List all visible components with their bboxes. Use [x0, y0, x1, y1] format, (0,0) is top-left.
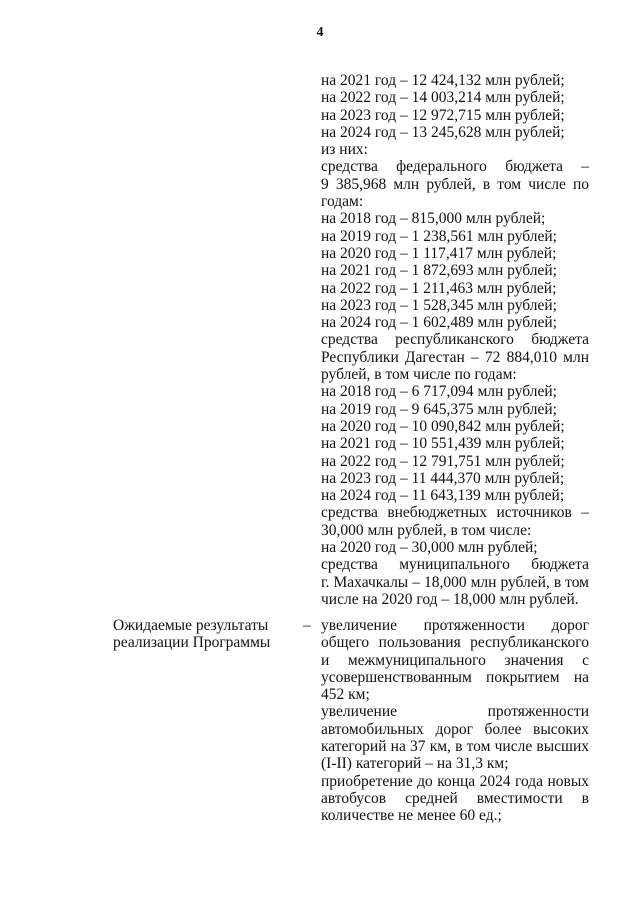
funding-sources-block [321, 72, 589, 608]
federal-2023: на 2023 год – 1 528,345 млн рублей; [321, 296, 557, 314]
of-them-label: из них: [321, 141, 368, 159]
republican-2022: на 2022 год – 12 791,751 млн рублей; [321, 452, 565, 470]
republican-2021: на 2021 год – 10 551,439 млн рублей; [321, 435, 565, 453]
federal-budget-heading: средства федерального бюджета – [321, 158, 589, 176]
republican-budget-heading: средства республиканского бюджета [321, 331, 589, 349]
funding-total-2022: на 2022 год – 14 003,214 млн рублей; [321, 89, 565, 107]
result-item-roads-length: увеличение протяженности дорог общего пользования республиканского и межмуниципального значения с усовершенствованным покрытием на 452 км; [321, 617, 589, 704]
extrabudgetary-heading: средства внебюджетных источников – [321, 504, 589, 522]
expected-results-label [113, 617, 283, 652]
federal-2024: на 2024 год – 1 602,489 млн рублей; [321, 314, 557, 332]
expected-results-list [321, 617, 589, 825]
municipal-budget-total: г. Махачкалы – 18,000 млн рублей, в том [321, 573, 589, 591]
expected-results-label-line2: реализации Программы [113, 634, 271, 652]
page-number: 4 [316, 25, 324, 40]
result-item-higher-category-roads: увеличение протяженности автомобильных дорог более высоких категорий на 37 км, в том числе высших (I-II) категорий – на 31,3 км; [321, 703, 589, 773]
funding-total-2024: на 2024 год – 13 245,628 млн рублей; [321, 123, 565, 141]
federal-2018: на 2018 год – 815,000 млн рублей; [321, 210, 546, 228]
federal-budget-by-years-label: годам: [321, 193, 364, 211]
republican-2020: на 2020 год – 10 090,842 млн рублей; [321, 417, 565, 435]
result-item-new-buses: приобретение до конца 2024 года новых автобусов средней вместимости в количестве не менее 60 ед.; [321, 772, 589, 825]
expected-results-dash: – [303, 617, 311, 634]
republican-budget-by-years-label: рублей, в том числе по годам: [321, 366, 517, 384]
republican-2019: на 2019 год – 9 645,375 млн рублей; [321, 400, 557, 418]
extrabudgetary-total: 30,000 млн рублей, в том числе: [321, 521, 532, 539]
republican-2024: на 2024 год – 11 643,139 млн рублей; [321, 487, 565, 505]
funding-total-2023: на 2023 год – 12 972,715 млн рублей; [321, 106, 565, 124]
federal-2021: на 2021 год – 1 872,693 млн рублей; [321, 262, 557, 280]
extrabudgetary-2020: на 2020 год – 30,000 млн рублей; [321, 539, 538, 557]
federal-2019: на 2019 год – 1 238,561 млн рублей; [321, 227, 557, 245]
expected-results-label-line1: Ожидаемые результаты [113, 617, 269, 634]
municipal-budget-heading: средства муниципального бюджета [321, 556, 589, 574]
federal-budget-total: 9 385,968 млн рублей, в том числе по [321, 175, 589, 193]
federal-2020: на 2020 год – 1 117,417 млн рублей; [321, 244, 557, 262]
municipal-budget-2020: числе на 2020 год – 18,000 млн рублей. [321, 590, 579, 608]
federal-2022: на 2022 год – 1 211,463 млн рублей; [321, 279, 557, 297]
republican-budget-total: Республики Дагестан – 72 884,010 млн [321, 348, 589, 366]
republican-2018: на 2018 год – 6 717,094 млн рублей; [321, 383, 557, 401]
republican-2023: на 2023 год – 11 444,370 млн рублей; [321, 469, 565, 487]
funding-total-2021: на 2021 год – 12 424,132 млн рублей; [321, 72, 565, 89]
